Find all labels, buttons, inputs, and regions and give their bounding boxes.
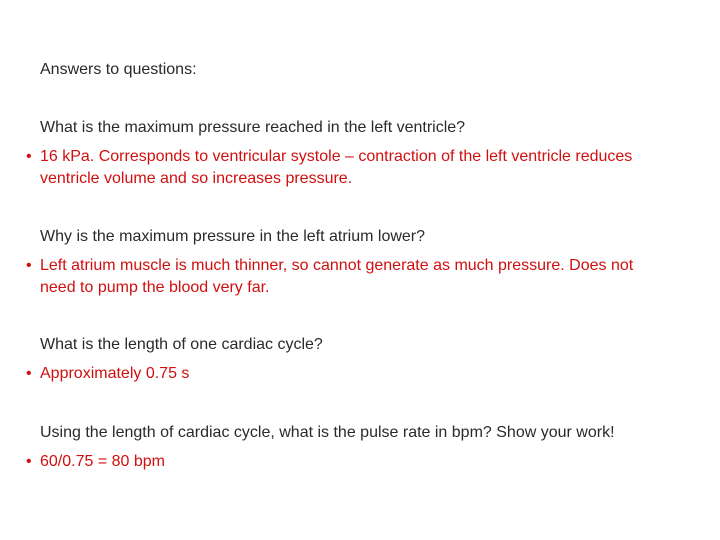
question-text: What is the maximum pressure reached in the left ventricle? — [40, 119, 466, 136]
answer-item — [26, 255, 670, 299]
qa-item — [26, 117, 670, 190]
qa-item — [26, 422, 670, 473]
page-title: Answers to questions: — [40, 61, 197, 78]
answer-text: 16 kPa. Corresponds to ventricular systole – contraction of the left ventricle reduces ventricle volume and so increases pressure. — [40, 148, 633, 187]
bullet-icon: • — [26, 257, 32, 274]
question-text: What is the length of one cardiac cycle? — [40, 336, 323, 353]
qa-item — [26, 226, 670, 299]
answer-text: 60/0.75 = 80 bpm — [40, 453, 165, 470]
answer-text: Approximately 0.75 s — [40, 365, 190, 382]
bullet-icon: • — [26, 148, 32, 165]
answer-item — [26, 363, 670, 385]
answer-item — [26, 451, 670, 473]
answer-text: Left atrium muscle is much thinner, so cannot generate as much pressure. Does not need to pump the blood very far. — [40, 257, 634, 296]
bullet-icon: • — [26, 453, 32, 470]
bullet-icon: • — [26, 365, 32, 382]
question-text: Why is the maximum pressure in the left atrium lower? — [40, 228, 426, 245]
qa-item — [26, 334, 670, 385]
answer-item — [26, 146, 670, 190]
question-text: Using the length of cardiac cycle, what is the pulse rate in bpm? Show your work! — [40, 424, 615, 441]
